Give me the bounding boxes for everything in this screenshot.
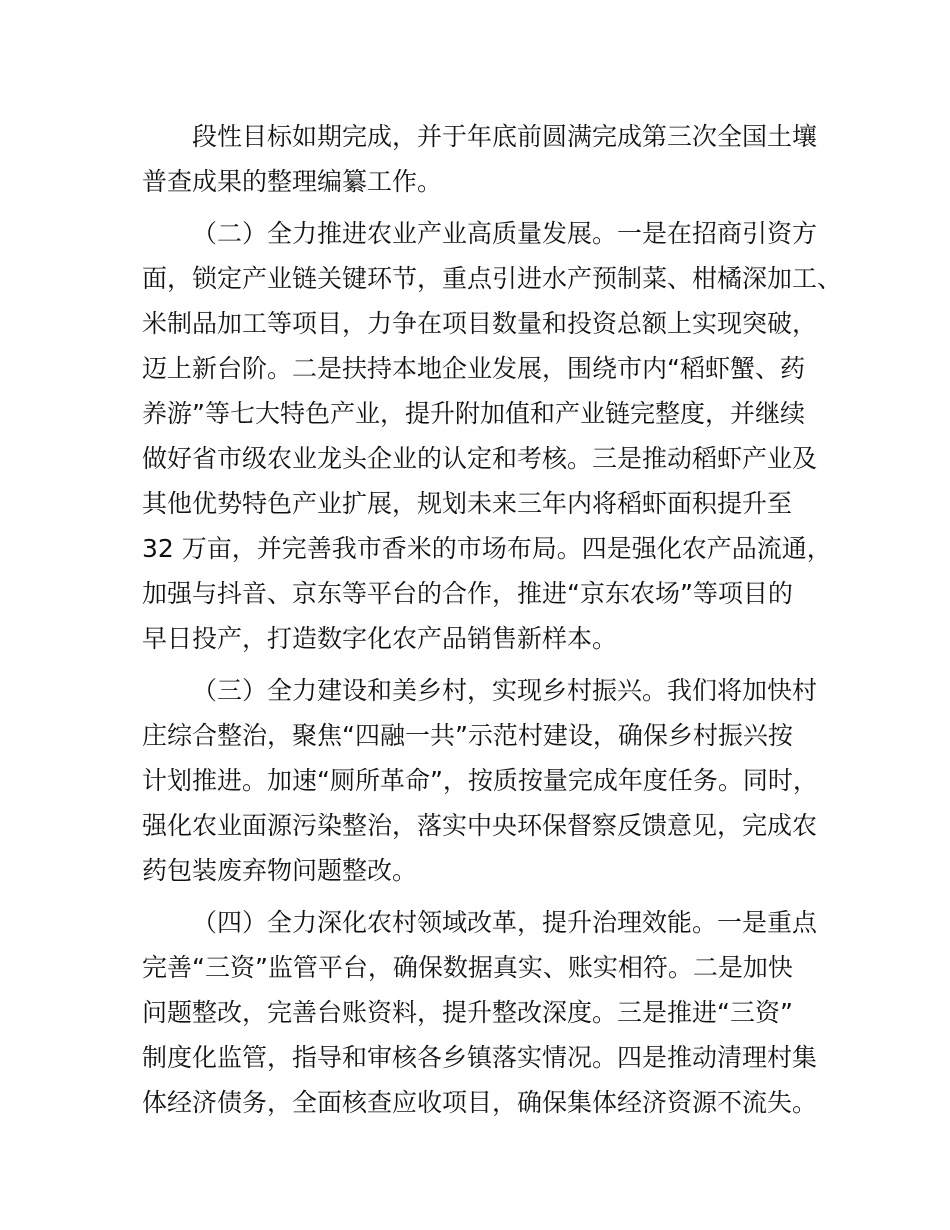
paragraph-line: 面，锁定产业链关键环节，重点引进水产预制菜、柑橘深加工、 (142, 264, 843, 293)
paragraph-line: 段性目标如期完成，并于年底前圆满完成第三次全国土壤 (192, 122, 818, 151)
section-4-heading-line: （四）全力深化农村领域改革，提升治理效能。一是重点 (192, 908, 818, 937)
paragraph-line: 制度化监管，指导和审核各乡镇落实情况。四是推动清理村集 (142, 1043, 818, 1072)
paragraph-line: 早日投产，打造数字化农产品销售新样本。 (142, 624, 618, 653)
paragraph-line: 迈上新台阶。二是扶持本地企业发展，围绕市内“稻虾蟹、药 (142, 354, 805, 383)
paragraph-line: 强化农业面源污染整治，落实中央环保督察反馈意见，完成农 (142, 811, 818, 840)
paragraph-line: 养游”等七大特色产业，提升附加值和产业链完整度，并继续 (142, 399, 805, 428)
section-2-heading-line: （二）全力推进农业产业高质量发展。一是在招商引资方 (192, 219, 818, 248)
paragraph-line: 32 万亩，并完善我市香米的市场布局。四是强化农产品流通， (142, 534, 832, 563)
paragraph-line: 体经济债务，全面核查应收项目，确保集体经济资源不流失。 (142, 1088, 818, 1117)
paragraph-line: 药包装废弃物问题整改。 (142, 856, 418, 885)
paragraph-line: 米制品加工等项目，力争在项目数量和投资总额上实现突破， (142, 309, 818, 338)
paragraph-line: 其他优势特色产业扩展，规划未来三年内将稻虾面积提升至 (142, 489, 793, 518)
paragraph-line: 普查成果的整理编纂工作。 (142, 167, 443, 196)
paragraph-line: 加强与抖音、京东等平台的合作，推进“京东农场”等项目的 (142, 579, 793, 608)
section-3-heading-line: （三）全力建设和美乡村，实现乡村振兴。我们将加快村 (192, 676, 818, 705)
paragraph-line: 庄综合整治，聚焦“四融一共”示范村建设，确保乡村振兴按 (142, 721, 793, 750)
paragraph-line: 计划推进。加速“厕所革命”，按质按量完成年度任务。同时， (142, 766, 818, 795)
paragraph-line: 问题整改，完善台账资料，提升整改深度。三是推进“三资” (142, 998, 793, 1027)
paragraph-line: 做好省市级农业龙头企业的认定和考核。三是推动稻虾产业及 (142, 444, 818, 473)
paragraph-line: 完善“三资”监管平台，确保数据真实、账实相符。二是加快 (142, 953, 793, 982)
